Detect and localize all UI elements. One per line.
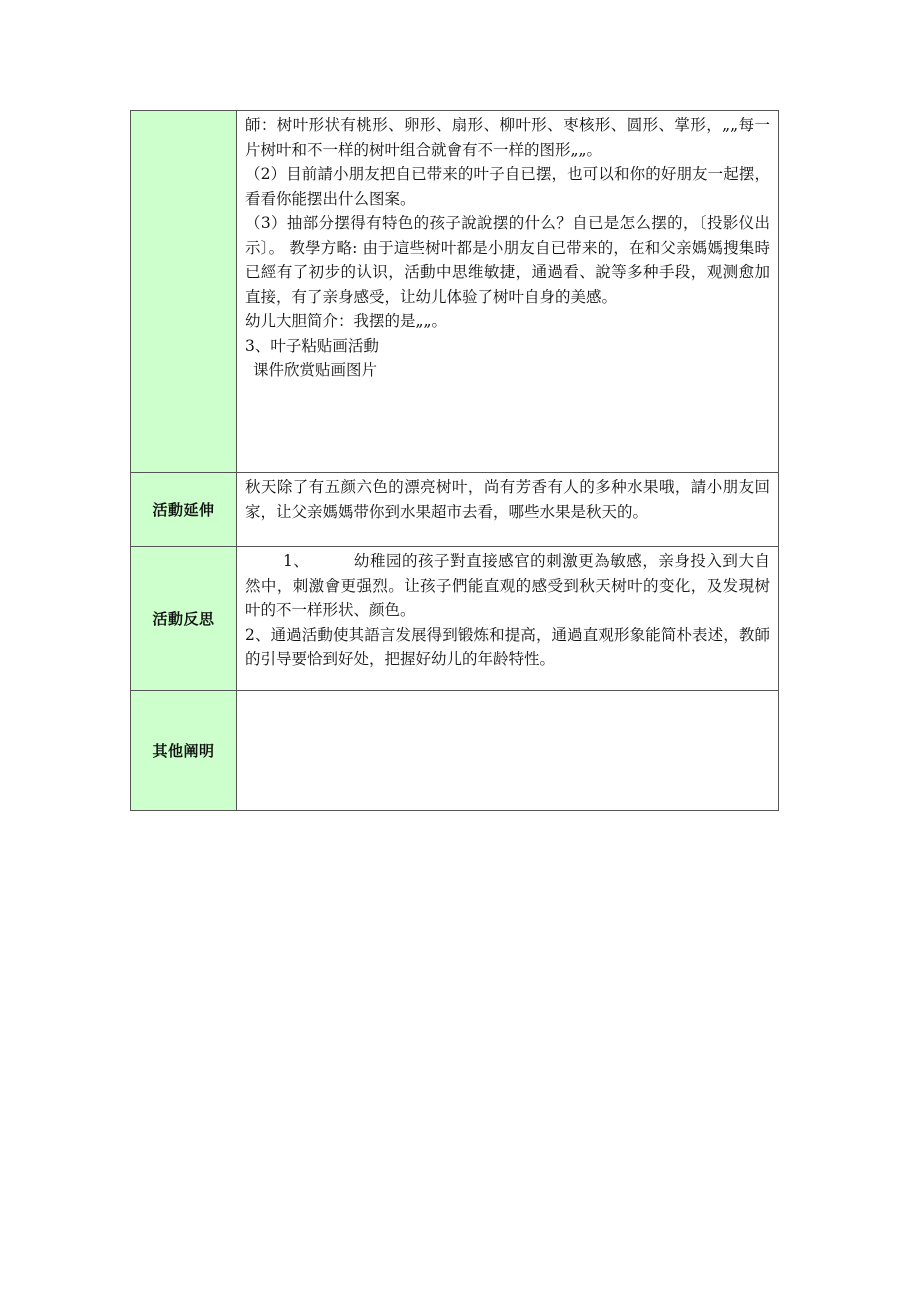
reflection-item-1 [245,549,770,623]
table-row-activity-extension [131,473,779,547]
activity-extension-content [237,473,779,547]
reflection-item-1-text: 幼稚园的孩子對直接感官的刺激更為敏感，亲身投入到大自然中，刺激會更强烈。让孩子們能直观的感受到秋天树叶的变化，及发現树叶的不一样形状、颜色。 [245,552,770,619]
activity-reflection-content [237,547,779,691]
teacher-leaf-shapes-text: 師：树叶形状有桃形、卵形、扇形、柳叶形、枣核形、圆形、掌形，„„每一片树叶和不一样的树叶组合就會有不一样的图形„„。 [245,116,770,159]
lesson-plan-table [130,110,779,811]
activity-extension-text: 秋天除了有五颜六色的漂亮树叶，尚有芳香有人的多种水果哦，請小朋友回家，让父亲媽媽带你到水果超市去看，哪些水果是秋天的。 [245,478,770,521]
step-leaf-collage-text: 3、叶子粘贴画活動 [245,336,379,355]
table-row-other-notes [131,691,779,811]
step-2-text: （2）目前請小朋友把自已带来的叶子自已摆，也可以和你的好朋友一起摆，看看你能摆出什么图案。 [245,165,770,208]
other-notes-content [237,691,779,811]
row-label-other-notes: 其他阐明 [131,691,237,811]
row-label-activity-reflection: 活動反思 [131,547,237,691]
reflection-item-1-number: 1、 [283,552,310,570]
reflection-item-2: 2、通過活動使其語言发展得到锻炼和提高，通過直观形象能简朴表述，教師的引导要恰到好处，把握好幼儿的年龄特性。 [245,625,770,668]
courseware-text: 课件欣赏贴画图片 [253,361,378,379]
activity-process-content [237,111,779,473]
step-3-text: （3）抽部分摆得有特色的孩子說說摆的什么？自已是怎么摆的，〔投影仪出示〕。 教學方略: 由于這些树叶都是小朋友自已带来的，在和父亲媽媽搜集時已經有了初步的认识，活動中思维敏捷，通過看、說等多种手段，观测愈加直接，有了亲身感受，让幼儿体验了树叶自身的美感。 [245,214,770,306]
row-label-activity-extension: 活動延伸 [131,473,237,547]
child-introduction-text: 幼儿大胆简介：我摆的是„„。 [245,312,448,330]
table-row-activity-reflection [131,547,779,691]
row-label-empty [131,111,237,473]
table-row-activity-process [131,111,779,473]
